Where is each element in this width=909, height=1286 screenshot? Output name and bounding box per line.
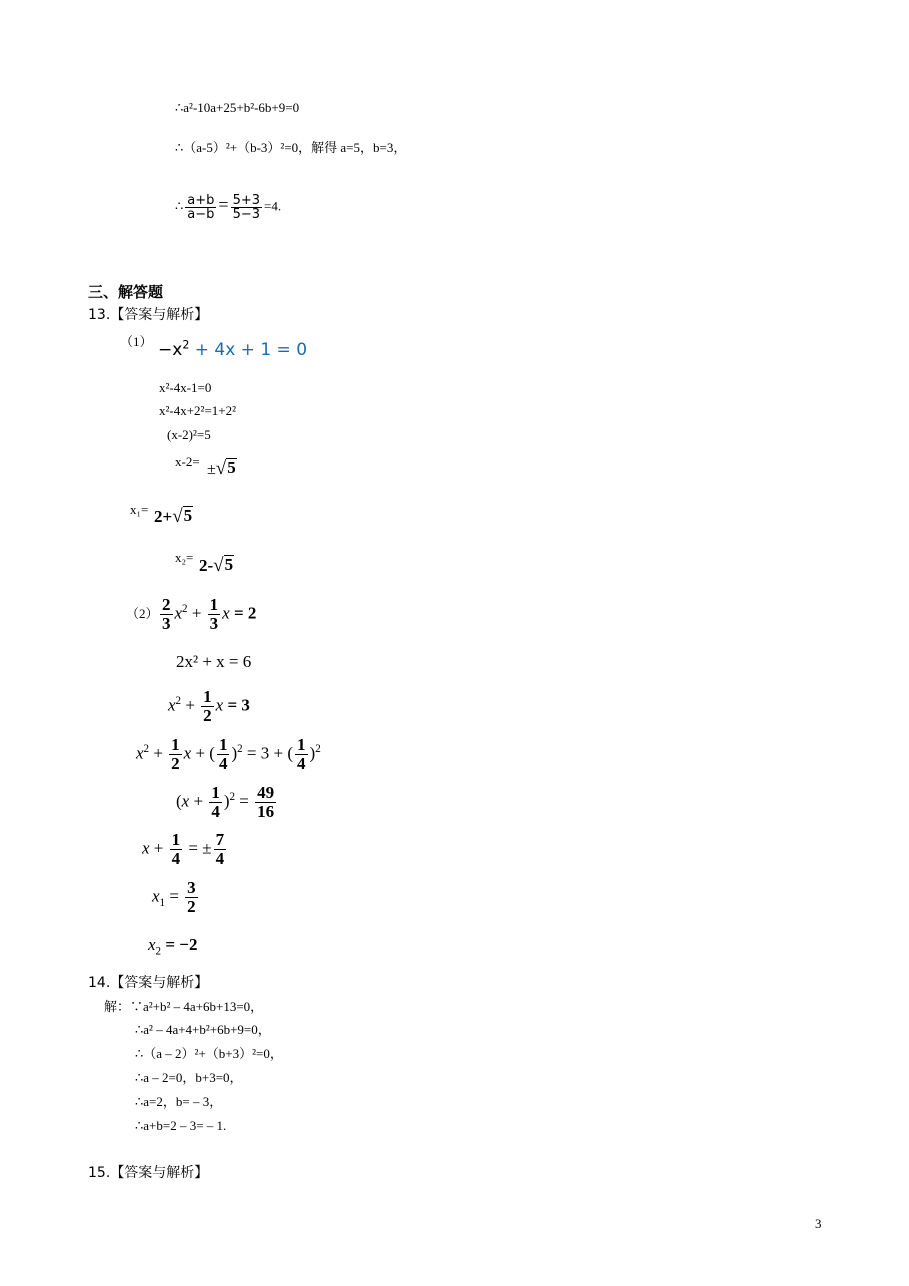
page-number: 3 [815, 1216, 822, 1231]
q13-part2-equation: $\frac{2}{3}$ $x^2$ + $\frac{1}{3}$ x = 2 [162, 595, 257, 633]
q13-header: 13.【答案与解析】 [88, 307, 209, 323]
derivation-line-2: ∴（a-5）²+（b-3）²=0，解得 a=5，b=3， [175, 140, 407, 155]
q13-step-1: x²-4x-1=0 [159, 380, 212, 395]
q14-line-4: ∴a – 2=0，b+3=0， [135, 1070, 243, 1085]
q13-x1-label: x₁= [130, 502, 149, 517]
q14-line-1: 解：∵a²+b² – 4a+6b+13=0， [104, 999, 264, 1014]
q14-line-5: ∴a=2，b= – 3， [135, 1094, 223, 1109]
q14-header: 14.【答案与解析】 [88, 975, 209, 991]
result-value: =4. [264, 198, 282, 214]
q13-x1-value: 2+ √ 5 [154, 506, 193, 527]
derivation-line-3: ∴ $\frac{a+b}{a-b}$ = $\frac{5+3}{5-3}$ =4. [175, 193, 282, 222]
q14-line-3: ∴（a – 2）²+（b+3）²=0， [135, 1046, 283, 1061]
sqrt-5: √ 5 [172, 506, 193, 527]
sqrt-5: √ 5 [213, 555, 234, 576]
q13-step-2: x²-4x+2²=1+2² [159, 403, 237, 418]
q13-part2-line-6: x + $\frac{1}{4}$ = ± $\frac{7}{4}$ [142, 830, 225, 868]
q13-step-3: (x-2)²=5 [167, 427, 211, 442]
q13-step-4-label: x-2= [175, 454, 200, 469]
q13-part2-x1: $x_1$ = $\frac{3}{2}$ [152, 878, 196, 916]
sqrt-5: √ 5 [215, 458, 236, 479]
q13-part1-label: （1） [120, 334, 153, 349]
q13-part2-line-2: 2x² + x = 6 [176, 652, 252, 671]
q14-line-2: ∴a² – 4a+4+b²+6b+9=0， [135, 1022, 271, 1037]
q13-part2-line-5: (x + $\frac{1}{4}$ )$^2$ = $\frac{49}{16}$ [176, 783, 275, 821]
q13-step-4-value: ± √ 5 [207, 458, 236, 479]
q13-part2-line-4: $x^2$ + $\frac{1}{2}$ x + ( $\frac{1}{4}$ )$^2$ = 3 + ( $\frac{1}{4}$ )$^2$ [136, 735, 321, 773]
q13-part2-line-3: $x^2$ + $\frac{1}{2}$ x = 3 [168, 687, 250, 725]
fraction-a-plus-b-over-a-minus-b: $\frac{a+b}{a-b}$ [187, 193, 215, 222]
therefore-symbol: ∴ [175, 198, 184, 214]
q13-part1-equation: $-x^2 + 4x + 1 = 0$ [158, 338, 308, 360]
derivation-line-1: ∴a²-10a+25+b²-6b+9=0 [175, 100, 300, 115]
section-title: 三、解答题 [88, 283, 164, 301]
q13-x2-value: 2- √ 5 [199, 555, 234, 576]
fraction-5-plus-3-over-5-minus-3: $\frac{5+3}{5-3}$ [232, 193, 260, 222]
q14-line-6: ∴a+b=2 – 3= – 1. [135, 1118, 227, 1133]
q15-header: 15.【答案与解析】 [88, 1165, 209, 1181]
q13-part2-x2: $x_2 = -2$ [148, 935, 198, 958]
q13-x2-label: x₂= [175, 550, 194, 565]
q13-part2-label: （2） [126, 606, 159, 621]
